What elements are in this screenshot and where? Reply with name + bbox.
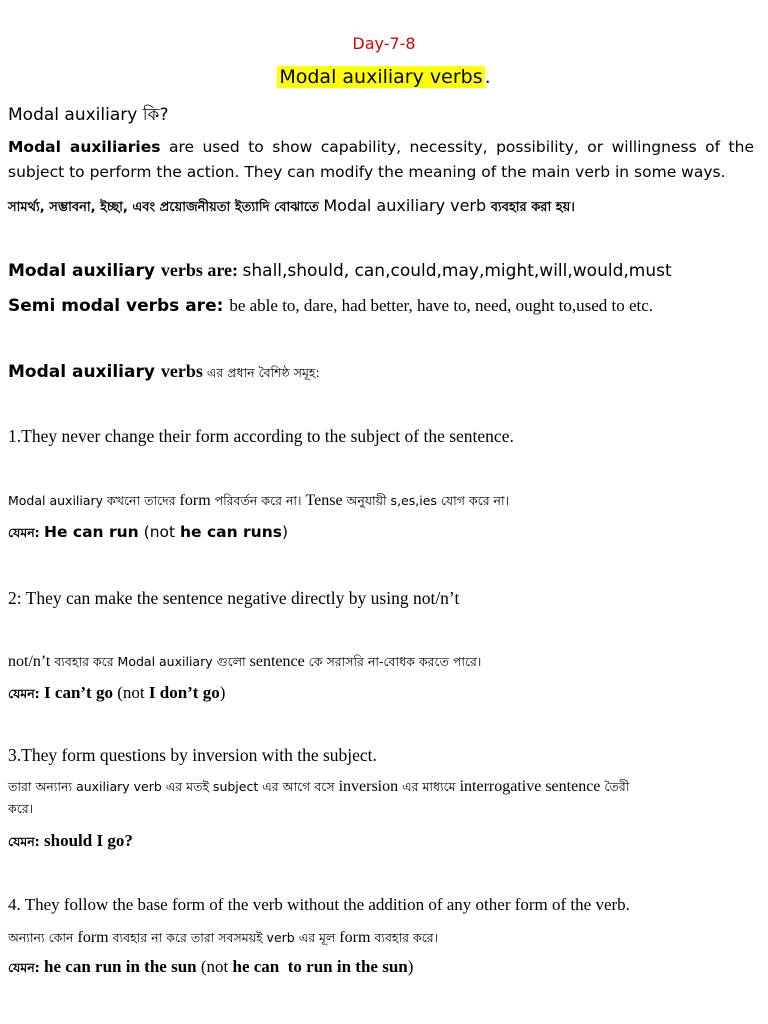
point-4-bengali-d: form xyxy=(339,929,371,946)
modal-verbs-label-b: verbs are: xyxy=(160,260,243,280)
point-3-bengali-a: তারা অন্যান্য auxiliary verb এর মতই subject এর আগে বসে xyxy=(8,779,339,794)
point-2-example-d: ) xyxy=(219,683,226,702)
point-1-bengali-e: অনুযায়ী s,es,ies যোগ করে না। xyxy=(342,493,510,508)
point-2-bengali-d: কে সরাসরি না-বোধক করতে পারে। xyxy=(304,654,482,669)
point-3-bengali-b: inversion xyxy=(338,778,399,795)
example-label: যেমন: xyxy=(8,525,45,540)
definition-bengali xyxy=(8,196,575,219)
features-heading xyxy=(8,361,320,385)
point-3-example xyxy=(8,831,133,854)
point-4-bengali-c: ব্যবহার না করে তারা সবসময়ই verb এর মূল xyxy=(108,930,340,945)
day-label: Day-7-8 xyxy=(352,34,416,53)
point-4-bengali-b: form xyxy=(77,929,109,946)
bengali-text-b: Modal auxiliary verb xyxy=(323,196,487,215)
point-1-bengali-b: form xyxy=(179,492,211,509)
semi-modal-label: Semi modal verbs are: xyxy=(8,296,230,316)
point-4-example xyxy=(8,957,413,980)
point-3-bengali-e: তৈরী xyxy=(600,779,630,794)
point-3-english: 3.They form questions by inversion with the subject. xyxy=(8,745,377,765)
point-3-bengali-line-1 xyxy=(8,776,629,799)
point-2-bengali-c: sentence xyxy=(249,653,305,670)
point-2-bengali-a: not/n’t xyxy=(8,653,51,670)
point-4-example-b: (not xyxy=(196,957,233,976)
point-2-example-b: (not xyxy=(112,683,149,702)
features-heading-a: Modal auxiliary xyxy=(8,362,161,382)
point-1-bengali-c: পরিবর্তন করে না। xyxy=(210,493,306,508)
semi-modal-verbs-list xyxy=(8,296,653,316)
modal-verbs-items: shall,should, can,could,may,might,will,would,must xyxy=(242,261,672,281)
point-4-bengali-e: ব্যবহার করে। xyxy=(370,930,439,945)
point-4-example-a: he can run in the sun xyxy=(44,957,197,976)
point-2-english: 2: They can make the sentence negative directly by using not/n’t xyxy=(8,588,460,608)
point-1-example-d: ) xyxy=(281,523,289,541)
point-3-bengali-line-2: করে। xyxy=(8,801,34,816)
point-1-example-c: he can runs xyxy=(180,523,282,541)
definition-line-2: subject to perform the action. They can modify the meaning of the main verb in some ways. xyxy=(8,163,726,181)
point-2-example-c: I don’t go xyxy=(148,683,220,702)
definition-line-1 xyxy=(8,138,754,156)
semi-modal-items: be able to, dare, had better, have to, need, ought to,used to etc. xyxy=(229,296,654,315)
point-1-example xyxy=(8,522,288,545)
point-4-bengali xyxy=(8,927,438,950)
title-period: . xyxy=(484,66,491,88)
modal-verbs-list xyxy=(8,260,672,281)
point-4-example-d: ) xyxy=(407,957,414,976)
bengali-text-c: ব্যবহার করা হয়। xyxy=(486,200,575,215)
point-1-example-a: He can run xyxy=(44,523,139,541)
modal-verbs-label-a: Modal auxiliary xyxy=(8,261,161,281)
example-label: যেমন: xyxy=(8,834,45,849)
point-1-example-b: (not xyxy=(138,523,181,541)
point-1-bengali xyxy=(8,490,509,513)
example-label: যেমন: xyxy=(8,960,45,975)
point-2-example xyxy=(8,683,225,706)
intro-heading: Modal auxiliary কি? xyxy=(8,105,169,125)
bengali-text-a: সামর্থ্য, সম্ভাবনা, ইচ্ছা, এবং প্রয়োজনীয়তা ইত্যাদি বোঝাতে xyxy=(8,200,324,215)
page-title xyxy=(0,66,768,88)
point-1-bengali-d: Tense xyxy=(305,492,343,509)
point-4-english: 4. They follow the base form of the verb without the addition of any other form of the verb. xyxy=(8,895,630,914)
example-label: যেমন: xyxy=(8,686,45,701)
point-4-bengali-a: অন্যান্য কোন xyxy=(8,930,78,945)
point-3-bengali-d: interrogative sentence xyxy=(459,778,601,795)
point-2-bengali xyxy=(8,651,481,674)
definition-text-1: are used to show capability, necessity, possibility, or willingness of the xyxy=(160,138,754,156)
definition-term: Modal auxiliaries xyxy=(8,138,161,156)
point-1-bengali-a: Modal auxiliary কখনো তাদের xyxy=(8,493,180,508)
features-heading-b: verbs xyxy=(160,361,203,381)
features-heading-c: এর প্রধান বৈশিষ্ঠ সমূহ: xyxy=(202,365,320,380)
title-highlight: Modal auxiliary verbs xyxy=(279,66,483,88)
point-1-english: 1.They never change their form according to the subject of the sentence. xyxy=(8,426,514,446)
point-2-example-a: I can’t go xyxy=(44,683,113,702)
point-3-bengali-c: এর মাধ্যমে xyxy=(398,779,460,794)
point-3-example-a: should I go? xyxy=(44,831,133,850)
point-4-example-c: he can to run in the sun xyxy=(232,957,408,976)
point-2-bengali-b: ব্যবহার করে Modal auxiliary গুলো xyxy=(50,654,250,669)
